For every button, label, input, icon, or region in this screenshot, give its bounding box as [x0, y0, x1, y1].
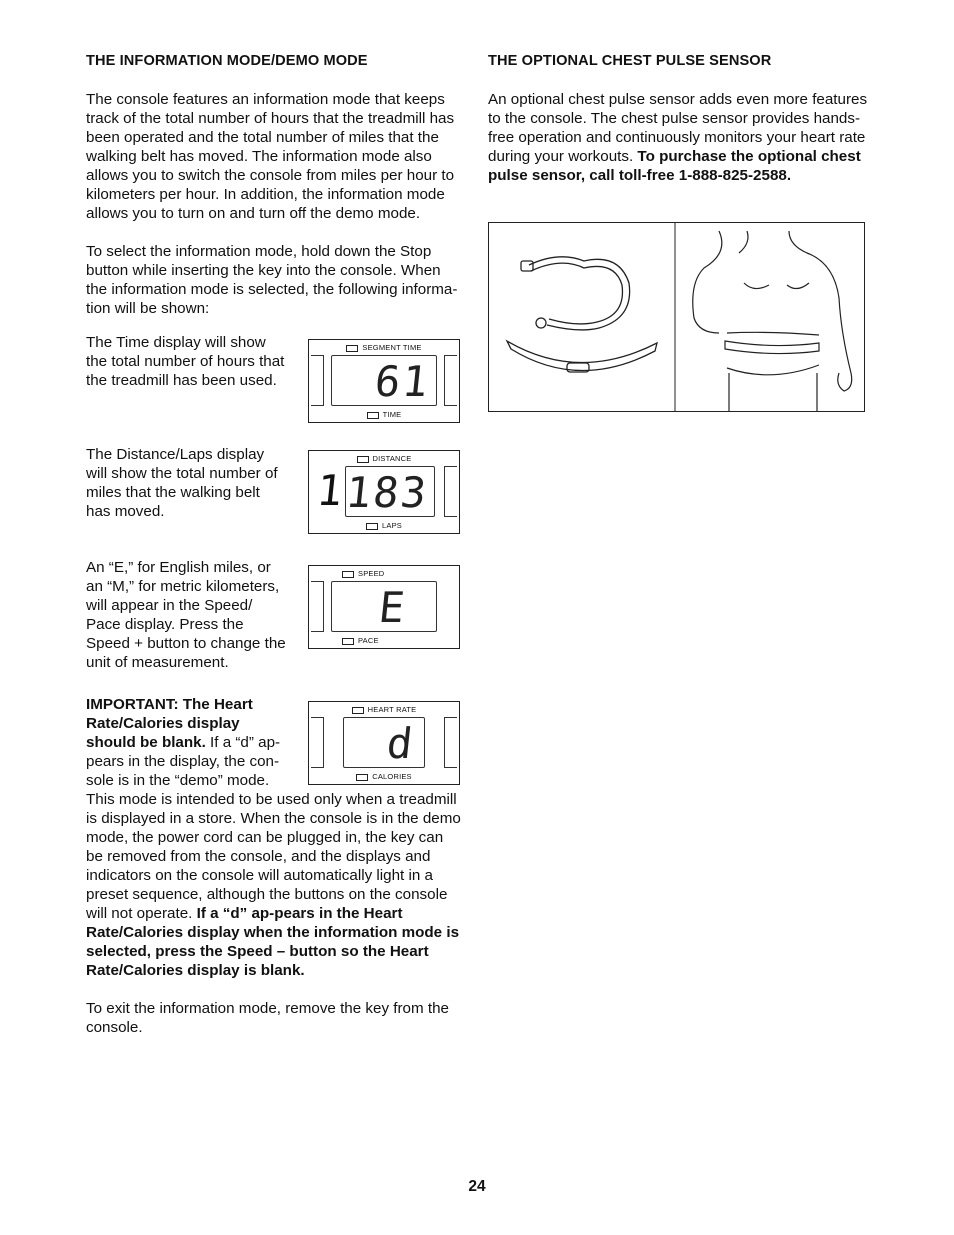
lcd-window	[345, 466, 435, 517]
important-text: If a “d” ap-pears in the display, the con-sole is in the “demo” mode. This mode is intended to be used only when a treadmill is displayed in a store. When the console is in the demo mode, the power cord can be plugged in, the key can be removed from the console, and the displays and indicators on the console will automatically light in a preset sequence, although the buttons on the console will not operate.	[86, 734, 461, 922]
strap-icon	[507, 257, 657, 372]
important-bold: IMPORTANT: The Heart Rate/Calories display should be blank.	[86, 696, 253, 751]
speed-display-text: An “E,” for English miles, or an “M,” for metric kilometers, will appear in the Speed/ Pace display. Press the Speed + button to change the unit of measurement.	[86, 559, 286, 671]
chest-sensor-illustration	[489, 223, 864, 411]
distance-display-text: The Distance/Laps display will show the total number of miles that the walking belt has moved.	[86, 446, 278, 520]
distance-display-bottom-label: LAPS	[382, 521, 402, 530]
heart-rate-display	[308, 701, 460, 785]
speed-display	[308, 565, 460, 649]
page-number: 24	[468, 1178, 486, 1195]
indicator-icon	[342, 571, 354, 578]
side-window	[444, 355, 457, 406]
chest-sensor-heading: THE OPTIONAL CHEST PULSE SENSOR	[488, 53, 772, 69]
side-window	[311, 355, 324, 406]
time-display-text: The Time display will show the total number of hours that the treadmill has been used.	[86, 334, 285, 389]
speed-value: E	[376, 583, 409, 632]
indicator-icon	[346, 345, 358, 352]
important-bold-2: If a “d” ap-pears in the Heart Rate/Calories display when the information mode is selected, press the Speed – button so the Heart Rate/Calories display is blank.	[86, 905, 460, 979]
indicator-icon	[367, 412, 379, 419]
side-window	[311, 717, 324, 768]
distance-display	[308, 450, 460, 534]
indicator-icon	[342, 638, 354, 645]
indicator-icon	[357, 456, 369, 463]
heart-display-top-label: HEART RATE	[367, 705, 417, 714]
chest-sensor-figure	[488, 222, 865, 412]
indicator-icon	[352, 707, 364, 714]
indicator-icon	[366, 523, 378, 530]
info-mode-intro: The console features an information mode that keeps track of the total number of hours that the treadmill has been operated and the total number of miles that the walking belt has moved. The information mode also allows you to switch the console from miles per hour to kilometers per hour. In addition, the information mode allows you to turn on and turn off the demo mode.	[86, 91, 455, 222]
right-column	[488, 52, 873, 185]
time-display-bottom-label: TIME	[382, 410, 402, 419]
side-window	[311, 581, 324, 632]
side-window	[444, 466, 457, 517]
chest-sensor-text	[488, 90, 873, 185]
lcd-window	[331, 581, 437, 632]
lcd-window	[343, 717, 425, 768]
exit-text: To exit the information mode, remove the key from the console.	[86, 1000, 449, 1036]
time-display	[308, 339, 460, 423]
time-display-top-label: SEGMENT TIME	[362, 343, 422, 352]
distance-left-digit: 1	[314, 466, 345, 515]
distance-display-top-label: DISTANCE	[372, 454, 412, 463]
chest-sensor-body: An optional chest pulse sensor adds even more features to the console. The chest pulse sensor provides hands-free operation and continuously monitors your heart rate during your workouts.	[488, 91, 868, 165]
info-mode-heading: THE INFORMATION MODE/DEMO MODE	[86, 53, 368, 69]
left-column	[86, 52, 464, 318]
time-value: 61	[372, 357, 433, 406]
lcd-window	[331, 355, 437, 406]
heart-display-bottom-label: CALORIES	[372, 772, 412, 781]
heart-value: d	[384, 719, 417, 768]
person-wearing-sensor-icon	[693, 231, 852, 411]
speed-display-bottom-label: PACE	[358, 636, 379, 645]
info-mode-select: To select the information mode, hold down the Stop button while inserting the key into the console. When the information mode is selected, the following informa-tion will be shown:	[86, 243, 458, 317]
chest-sensor-purchase: To purchase the optional chest pulse sensor, call toll-free 1-888-825-2588.	[488, 148, 861, 184]
side-window	[444, 717, 457, 768]
speed-display-top-label: SPEED	[358, 569, 385, 578]
indicator-icon	[356, 774, 368, 781]
distance-value: 183	[343, 468, 431, 517]
